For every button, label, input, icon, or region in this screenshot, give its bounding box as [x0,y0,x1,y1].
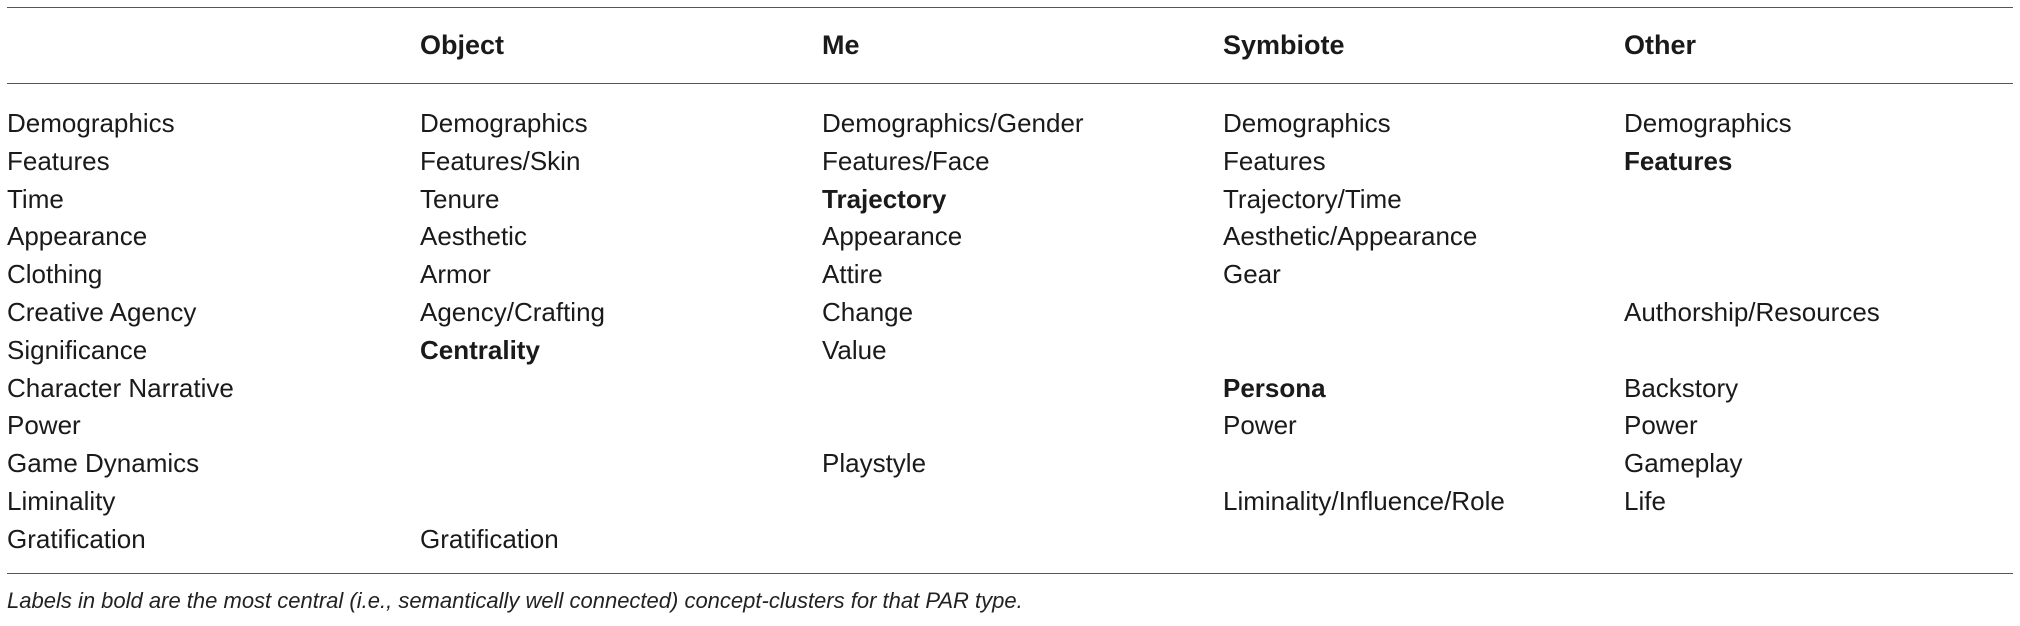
table-cell-other: Life [1624,485,1666,516]
table-cell-me: Trajectory [822,183,947,214]
table-cell-symbiote [1223,521,1624,559]
table-cell-symbiote: Demographics [1223,108,1391,138]
header-cell-symbiote: Symbiote [1223,30,1345,60]
table-cell-me: Appearance [822,221,963,252]
table-row [7,105,2013,143]
table-cell-me: Features/Face [822,145,990,176]
table-cell-symbiote: Gear [1223,259,1281,290]
table-cell-object: Tenure [420,183,500,214]
table-cell-row-label: Significance [7,334,148,365]
table-cell-other [1624,218,2013,256]
table-cell-object [420,407,822,445]
table-cell-me [822,483,1223,521]
table-top-rule [7,7,2013,8]
table-cell-other: Gameplay [1624,448,1743,479]
table-body [7,83,2013,559]
table-cell-other: Demographics [1624,108,1792,138]
table-cell-symbiote [1223,445,1624,483]
table-cell-me: Demographics/Gender [822,108,1084,138]
table-bottom-rule [7,573,2013,574]
table-cell-symbiote [1223,332,1624,370]
table-row [7,370,2013,408]
table-row [7,483,2013,521]
table-cell-object [420,445,822,483]
header-cell-other: Other [1624,30,1697,60]
header-cell-row-label [7,7,420,83]
table-cell-other [1624,521,2013,559]
table-cell-object: Centrality [420,334,540,365]
table-cell-other: Power [1624,410,1698,441]
table-header-rule [7,83,2013,84]
table-cell-me [822,521,1223,559]
table-cell-row-label: Liminality [7,485,116,516]
table-cell-row-label: Power [7,410,81,441]
table-row [7,294,2013,332]
table-cell-object: Agency/Crafting [420,296,605,327]
table-row [7,407,2013,445]
table-cell-object: Aesthetic [420,221,527,252]
table-cell-other [1624,256,2013,294]
table-cell-symbiote: Aesthetic/Appearance [1223,221,1478,252]
table-cell-row-label: Gratification [7,523,146,554]
table-cell-other [1624,181,2013,219]
table-cell-other: Backstory [1624,372,1739,403]
table-cell-me: Attire [822,259,883,290]
table-cell-object [420,370,822,408]
table-cell-other: Features [1624,145,1733,176]
table-cell-row-label: Game Dynamics [7,448,200,479]
table-cell-row-label: Clothing [7,259,103,290]
table-cell-symbiote: Trajectory/Time [1223,183,1402,214]
table-row [7,445,2013,483]
table-row [7,181,2013,219]
table-cell-row-label: Character Narrative [7,372,234,403]
table-cell-me: Change [822,296,914,327]
header-cell-me: Me [822,30,860,60]
table-cell-me: Value [822,334,887,365]
table-cell-object: Armor [420,259,491,290]
table-cell-object: Features/Skin [420,145,581,176]
table-row [7,521,2013,559]
table-cell-other [1624,332,2013,370]
table-cell-row-label: Appearance [7,221,148,252]
table-row [7,332,2013,370]
table-row [7,256,2013,294]
table-cell-me: Playstyle [822,448,927,479]
table-row [7,218,2013,256]
table-cell-symbiote: Power [1223,410,1297,441]
header-cell-object: Object [420,30,505,60]
table-cell-symbiote: Liminality/Influence/Role [1223,485,1505,516]
table-cell-row-label: Creative Agency [7,296,197,327]
table-cell-row-label: Demographics [7,108,175,138]
table-header-row [7,7,2013,83]
table-row [7,143,2013,181]
table-cell-symbiote [1223,294,1624,332]
table-cell-me [822,407,1223,445]
table-footnote: Labels in bold are the most central (i.e., semantically well connected) concept-clusters for that PAR type. [7,588,1023,613]
table-cell-me [822,370,1223,408]
table-cell-object [420,483,822,521]
table-cell-other: Authorship/Resources [1624,296,1880,327]
par-concept-table [7,7,2013,559]
table-cell-object: Demographics [420,108,588,138]
header-spacer-row [7,83,2013,105]
table-cell-symbiote: Persona [1223,372,1326,403]
table-cell-object: Gratification [420,523,559,554]
table-cell-row-label: Time [7,183,64,214]
table-cell-symbiote: Features [1223,145,1326,176]
table-cell-row-label: Features [7,145,110,176]
